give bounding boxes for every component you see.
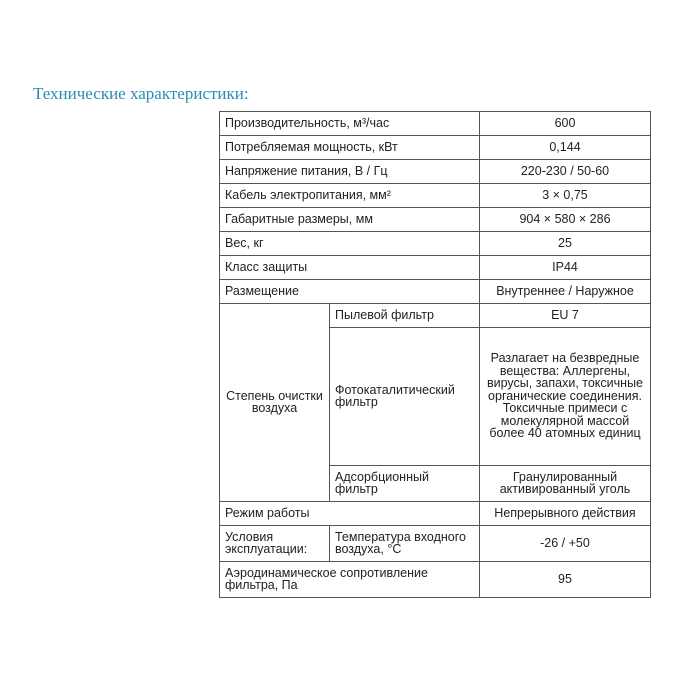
table-row — [220, 304, 651, 328]
table-row — [220, 184, 651, 208]
row-label: Режим работы — [220, 502, 480, 526]
row-value: 600 — [480, 112, 651, 136]
row-value: IP44 — [480, 256, 651, 280]
row-label: Аэродинамическое сопротивление фильтра, Па — [220, 562, 480, 598]
row-label: Потребляемая мощность, кВт — [220, 136, 480, 160]
row-label: Габаритные размеры, мм — [220, 208, 480, 232]
row-sublabel: Адсорбционный фильтр — [330, 466, 480, 502]
row-value: Непрерывного действия — [480, 502, 651, 526]
row-label: Размещение — [220, 280, 480, 304]
row-label: Класс защиты — [220, 256, 480, 280]
table-row — [220, 256, 651, 280]
row-sublabel: Пылевой фильтр — [330, 304, 480, 328]
table-row — [220, 136, 651, 160]
table-row — [220, 562, 651, 598]
row-value: 95 — [480, 562, 651, 598]
table-row — [220, 208, 651, 232]
row-value: 220-230 / 50-60 — [480, 160, 651, 184]
page-title: Технические характеристики: — [33, 84, 249, 103]
table-row — [220, 232, 651, 256]
row-label: Напряжение питания, В / Гц — [220, 160, 480, 184]
cleaning-group-label: Степень очистки воздуха — [220, 304, 330, 502]
row-value: Гранулированный активированный уголь — [480, 466, 651, 502]
row-value: 904 × 580 × 286 — [480, 208, 651, 232]
table-row — [220, 160, 651, 184]
row-label: Вес, кг — [220, 232, 480, 256]
row-value: EU 7 — [480, 304, 651, 328]
row-value: Разлагает на безвредные вещества: Аллергены, вирусы, запахи, токсичные органические соединения. Токсичные примеси с молекулярной массой более 40 атомных единиц — [480, 328, 651, 466]
row-value: -26 / +50 — [480, 526, 651, 562]
table-row — [220, 526, 651, 562]
row-value: 25 — [480, 232, 651, 256]
row-sublabel: Температура входного воздуха, °С — [330, 526, 480, 562]
row-value: 3 × 0,75 — [480, 184, 651, 208]
specifications-table — [219, 111, 651, 598]
row-label: Производительность, м³/час — [220, 112, 480, 136]
row-value: 0,144 — [480, 136, 651, 160]
row-label: Кабель электропитания, мм² — [220, 184, 480, 208]
table-row — [220, 280, 651, 304]
row-label: Условия эксплуатации: — [220, 526, 330, 562]
table-row — [220, 502, 651, 526]
row-sublabel: Фотокаталитический фильтр — [330, 328, 480, 466]
table-row — [220, 112, 651, 136]
row-value: Внутреннее / Наружное — [480, 280, 651, 304]
